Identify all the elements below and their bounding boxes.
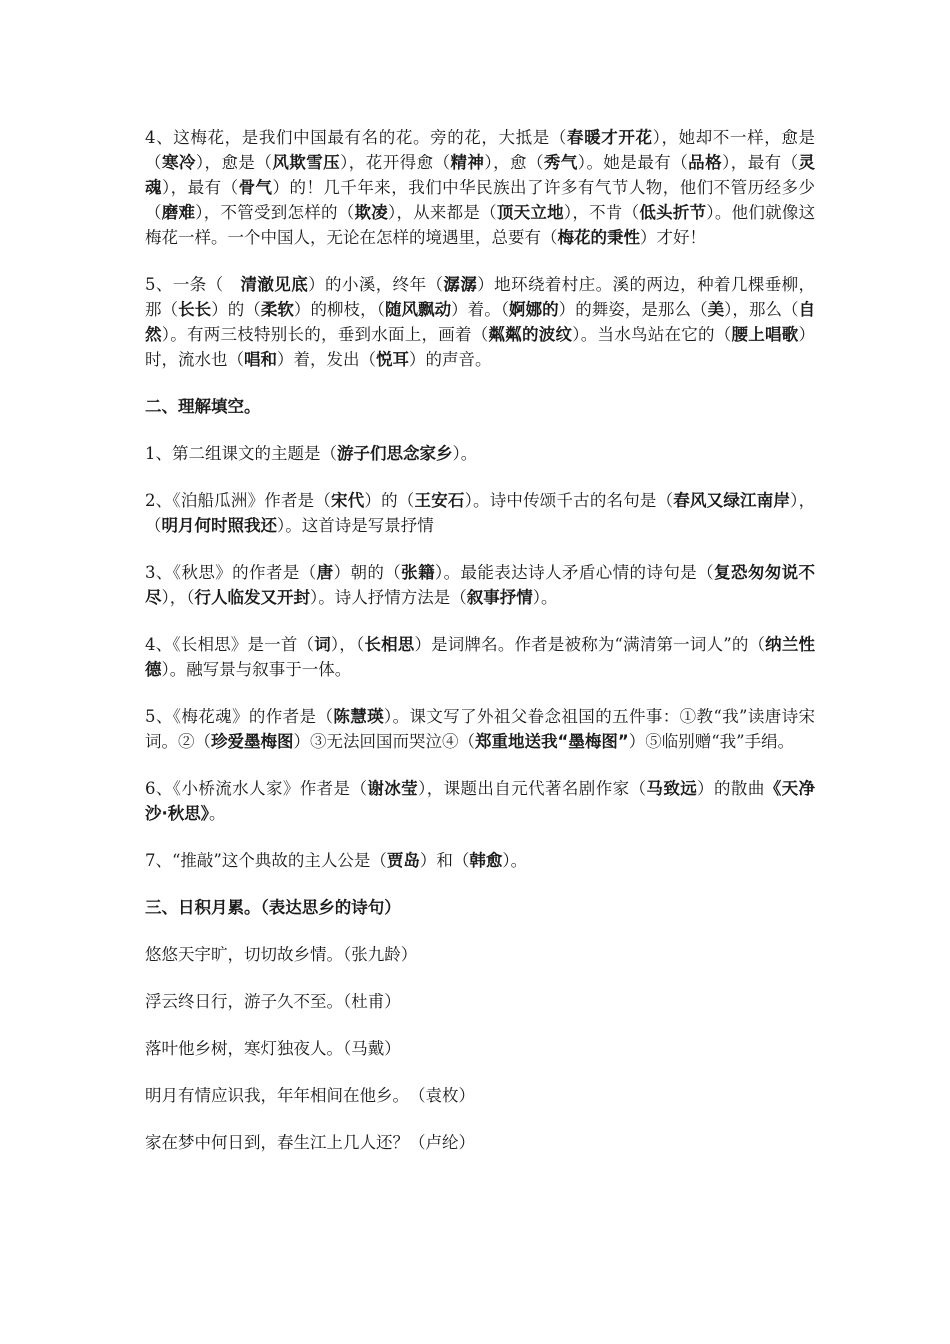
answer-text: 寒冷	[161, 153, 196, 172]
question-q6	[145, 776, 815, 826]
answer-text: 韩愈	[469, 851, 503, 870]
question-text: ），愈（	[484, 153, 544, 172]
question-text: ）着，发出（	[277, 350, 376, 369]
answer-text: 低头折节	[639, 203, 707, 222]
question-text: ）⑤临别赠“我”手绢。	[628, 732, 795, 751]
question-text: ），从来都是（	[387, 203, 497, 222]
question-text: ）。课文写了外祖父眷念祖国的五件事：①教“我”读唐诗宋词。②（	[145, 707, 816, 751]
poem-line: 浮云终日行，游子久不至。（杜甫）	[145, 992, 401, 1011]
question-text: ）的声音。	[409, 350, 492, 369]
question-text: 6、《小桥流水人家》作者是（	[145, 779, 368, 798]
paragraph-p5-stream	[145, 272, 815, 372]
answer-text: 灵魂	[145, 153, 816, 197]
question-text: 。	[209, 804, 226, 823]
answer-text: 王安石	[414, 491, 465, 510]
question-text: ）和（	[419, 851, 470, 870]
poem-line: 明月有情应识我，年年相间在他乡。 （袁枚）	[145, 1086, 475, 1105]
question-text: ），不管受到怎样的（	[195, 203, 355, 222]
question-text: ）。最能表达诗人矛盾心情的诗句是（	[434, 563, 715, 582]
answer-text: 复恐匆匆说不尽	[145, 563, 816, 607]
question-text: ），（	[330, 635, 365, 654]
answer-text: 陈慧瑛	[333, 707, 384, 726]
question-text: ），花开得愈（	[340, 153, 451, 172]
answer-text: 骨气	[238, 178, 273, 197]
question-text: ）。	[532, 588, 558, 607]
question-text: 5、一条（	[145, 275, 241, 294]
answer-text: 风欺雪压	[272, 153, 341, 172]
question-q4	[145, 632, 815, 682]
question-text: ），愈是（	[195, 153, 273, 172]
question-text: ），课题出自元代著名剧作家（	[418, 779, 647, 798]
question-text: 3、《秋思》的作者是（	[145, 563, 317, 582]
answer-text: 磨难	[161, 203, 196, 222]
question-text: ）地环绕着村庄。溪的两边，种着几棵垂柳，那（	[145, 275, 816, 319]
question-text: 1、第二组课文的主题是（	[145, 444, 337, 463]
question-text: ）朝的（	[333, 563, 402, 582]
question-q2	[145, 488, 815, 538]
answer-text: 潺潺	[443, 275, 478, 294]
question-text: 7、“推敲”这个典故的主人公是（	[145, 851, 387, 870]
question-text: ）。当水鸟站在它的（	[572, 325, 732, 344]
question-text: ）的（	[211, 300, 261, 319]
question-text: ）的散曲	[697, 779, 765, 798]
answer-text: 秀气	[543, 153, 578, 172]
question-q1	[145, 441, 815, 466]
question-text: ）的柳枝，（	[293, 300, 385, 319]
answer-text: 清澈见底	[240, 275, 309, 294]
question-text: ），不肯（	[563, 203, 640, 222]
answer-text: 宋代	[331, 491, 365, 510]
answer-text: 欺凌	[354, 203, 388, 222]
question-text: ），（	[145, 491, 816, 535]
poem-line: 落叶他乡树，寒灯独夜人。（马戴）	[145, 1039, 401, 1058]
answer-text: 珍爱墨梅图	[211, 732, 294, 751]
question-text: ）③无法回国而哭泣④（	[293, 732, 475, 751]
question-text: ），（	[161, 588, 195, 607]
answer-text: 婀娜的	[509, 300, 559, 319]
answer-text: 美	[707, 300, 725, 319]
question-text: ）。诗中传颂千古的名句是（	[464, 491, 674, 510]
question-text: ），那么（	[724, 300, 799, 319]
question-text: ），最有（	[722, 153, 799, 172]
section2-items	[145, 441, 815, 873]
question-text: ）。融写景与叙事于一体。	[161, 660, 352, 679]
question-text: ）的舞姿，是那么（	[558, 300, 708, 319]
question-text: ）的小溪，终年（	[308, 275, 444, 294]
question-text: ）时，流水也（	[145, 325, 815, 369]
answer-text: 词	[314, 635, 331, 654]
question-text: 4、这梅花，是我们中国最有名的花。旁的花，大抵是（	[145, 128, 568, 147]
answer-text: 郑重地送我“墨梅图”	[475, 732, 629, 751]
question-q5	[145, 704, 815, 754]
question-text: 2、《泊船瓜洲》作者是（	[145, 491, 332, 510]
question-text: ）。他们就像这梅花一样。一个中国人，无论在怎样的境遇里，总要有（	[145, 203, 816, 247]
question-text: ）。这首诗是写景抒情	[277, 516, 434, 535]
answer-text: 自然	[145, 300, 816, 344]
poem-line: 家在梦中何日到，春生江上几人还？（卢纶）	[145, 1133, 475, 1152]
answer-text: 腰上唱歌	[731, 325, 799, 344]
answer-text: 春风又绿江南岸	[673, 491, 791, 510]
question-q7	[145, 848, 815, 873]
answer-text: 叙事抒情	[466, 588, 533, 607]
question-text: ），她却不一样，愈是（	[145, 128, 816, 172]
answer-text: 唐	[316, 563, 334, 582]
fill-in-paragraphs	[145, 125, 815, 372]
answer-text: 纳兰性德	[145, 635, 816, 679]
question-text: ）。	[502, 851, 528, 870]
answer-text: 梅花的秉性	[557, 228, 640, 247]
question-q3	[145, 560, 815, 610]
question-text: 4、《长相思》是一首（	[145, 635, 315, 654]
question-text: ）。有两三枝特别长的，垂到水面上，画着（	[161, 325, 489, 344]
question-text: ）的（	[364, 491, 415, 510]
question-text: ）着。（	[451, 300, 510, 319]
paragraph-p4-plum	[145, 125, 815, 250]
answer-text: 行人临发又开封	[194, 588, 310, 607]
question-text: ）是词牌名。作者是被称为“满清第一词人”的（	[414, 635, 766, 654]
answer-text: 随风飘动	[384, 300, 452, 319]
question-text: ）的！几千年来，我们中华民族出了许多有气节人物，他们不管历经多少（	[145, 178, 816, 222]
poem-line: 悠悠天宇旷，切切故乡情。（张九龄）	[145, 945, 418, 964]
section2-heading: 二、理解填空。	[145, 397, 261, 416]
question-text: ）。	[452, 444, 478, 463]
answer-text: 悦耳	[376, 350, 409, 369]
question-text: ）才好！	[640, 228, 706, 247]
answer-text: 明月何时照我还	[161, 516, 277, 535]
question-text: ），最有（	[161, 178, 239, 197]
answer-text: 张籍	[401, 563, 435, 582]
poem-list	[145, 942, 815, 1155]
answer-text: 贾岛	[386, 851, 420, 870]
question-text: 5、《梅花魂》的作者是（	[145, 707, 334, 726]
answer-text: 游子们思念家乡	[337, 444, 453, 463]
question-text: ）。诗人抒情方法是（	[310, 588, 467, 607]
answer-text: 顶天立地	[496, 203, 564, 222]
answer-text: 唱和	[244, 350, 277, 369]
answer-text: 《天净沙·秋思》	[145, 779, 816, 823]
answer-text: 春暖才开花	[567, 128, 653, 147]
answer-text: 柔软	[260, 300, 294, 319]
answer-text: 品格	[688, 153, 723, 172]
section3-heading: 三、日积月累。（表达思乡的诗句）	[145, 898, 401, 917]
answer-text: 精神	[450, 153, 485, 172]
answer-text: 谢冰莹	[367, 779, 419, 798]
question-text: ）。她是最有（	[577, 153, 689, 172]
answer-text: 马致远	[646, 779, 698, 798]
answer-text: 长相思	[364, 635, 415, 654]
answer-text: 粼粼的波纹	[488, 325, 573, 344]
answer-text: 长长	[178, 300, 212, 319]
document-page	[145, 125, 815, 1177]
